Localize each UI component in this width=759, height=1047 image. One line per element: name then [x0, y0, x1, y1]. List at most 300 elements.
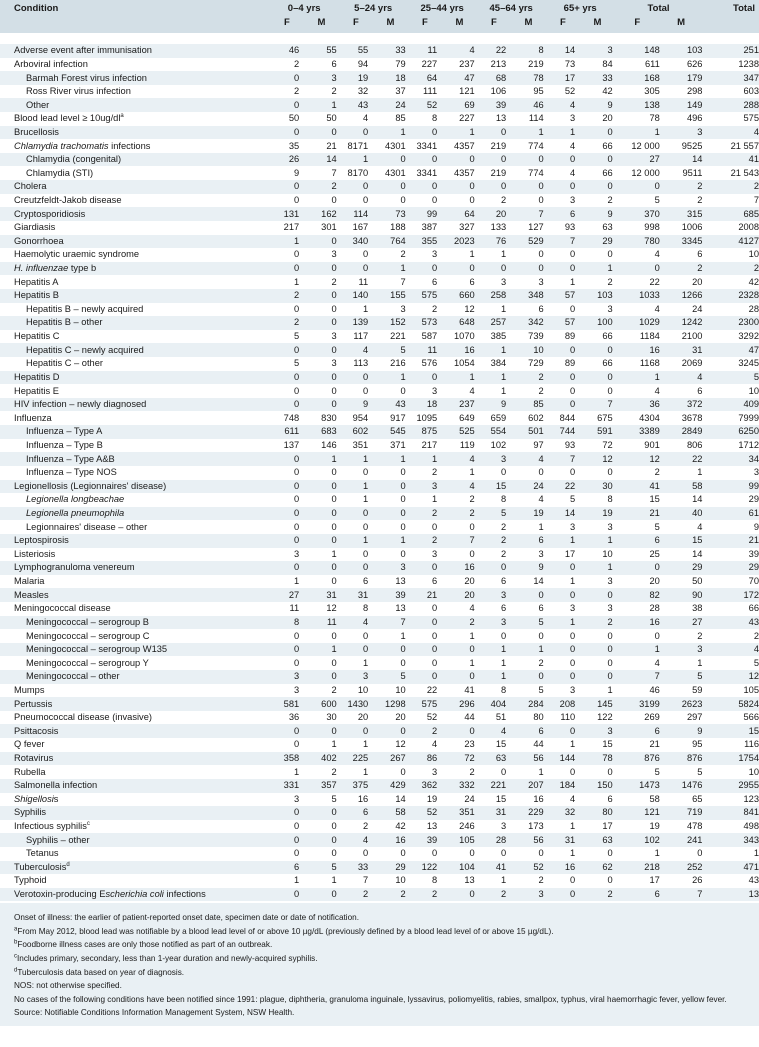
header-age-65-plus: 65+ yrs: [546, 0, 615, 17]
cell-value: 30: [580, 480, 614, 494]
cell-value: 78: [511, 71, 546, 85]
cell-value: 14: [546, 44, 580, 58]
cell-value: 0: [270, 126, 304, 140]
header-total: Total: [702, 0, 759, 17]
cell-value: 0: [363, 548, 369, 559]
cell-value: 3: [753, 467, 759, 478]
cell-value: 600: [304, 697, 339, 711]
cell-value: 4: [339, 343, 373, 357]
condition-name: Leptospirosis: [0, 534, 270, 548]
footnote-mark: a: [14, 926, 18, 933]
cell-value: 1070: [454, 331, 475, 342]
cell-value: 39: [477, 98, 511, 112]
cell-value: 43: [339, 98, 373, 112]
cell-value: 3: [331, 358, 337, 369]
condition-name: Legionnaires' disease – other: [26, 521, 148, 532]
cell-value: 774: [528, 140, 544, 151]
cell-value: 1: [339, 153, 373, 167]
cell-value: 18: [373, 71, 408, 85]
cell-value: 4: [469, 385, 475, 396]
footnote-mark: d: [66, 861, 70, 868]
cell-value: 288: [702, 98, 759, 112]
cell-value: 9: [660, 724, 703, 738]
header-sex-m: M: [373, 17, 408, 33]
cell-value: 52: [564, 86, 576, 97]
cell-value: 5: [697, 766, 703, 777]
cell-value: 2: [697, 630, 703, 641]
table-row: [0, 752, 759, 766]
cell-value: 1: [408, 452, 442, 466]
cell-value: 0: [304, 833, 339, 847]
condition-name: Influenza – Type A&B: [0, 452, 270, 466]
cell-value: 15: [702, 724, 759, 738]
cell-value: 0: [373, 480, 408, 494]
header-age-25-44: 25–44 yrs: [408, 0, 477, 17]
cell-value: 2: [501, 548, 507, 559]
cell-value: 327: [459, 222, 475, 233]
cell-value: 90: [660, 588, 703, 602]
cell-value: 2: [580, 888, 614, 902]
table-row: [0, 697, 759, 711]
cell-value: 9511: [682, 167, 703, 178]
cell-value: 47: [442, 71, 477, 85]
header-sex-m: M: [442, 17, 477, 33]
cell-value: 1: [363, 303, 369, 314]
cell-value: 2: [469, 494, 475, 505]
cell-value: 478: [686, 821, 703, 832]
cell-value: 0: [477, 262, 511, 276]
table-row: [0, 507, 759, 521]
cell-value: 573: [408, 316, 442, 330]
cell-value: 3: [373, 561, 408, 575]
table-row: [0, 670, 759, 684]
condition-name: [0, 493, 270, 507]
cell-value: 30: [326, 712, 337, 723]
cell-value: 7: [660, 888, 703, 902]
table-row: [0, 847, 759, 861]
cell-value: 0: [400, 657, 406, 668]
cell-value: 0: [442, 888, 477, 902]
cell-value: 4: [697, 521, 703, 532]
cell-value: 4: [570, 140, 576, 151]
cell-value: 2: [702, 262, 759, 276]
cell-value: 5: [538, 684, 544, 695]
cell-value: 39: [408, 833, 442, 847]
cell-value: 123: [743, 793, 759, 804]
cell-value: 2: [442, 507, 477, 521]
cell-value: 42: [748, 276, 759, 287]
table-row: [0, 330, 759, 344]
cell-value: 0: [363, 385, 369, 396]
condition-name: Measles: [0, 588, 270, 602]
cell-value: 0: [339, 126, 373, 140]
cell-value: 0: [304, 507, 339, 521]
cell-value: 0: [607, 766, 613, 777]
cell-value: 3: [432, 249, 438, 260]
cell-value: 0: [546, 724, 580, 738]
cell-value: 0: [304, 262, 339, 276]
cell-value: 0: [442, 153, 477, 167]
cell-value: 0: [294, 657, 300, 668]
cell-value: 2: [331, 684, 337, 695]
cell-value: 0: [400, 766, 406, 777]
cell-value: 575: [743, 113, 759, 124]
condition-name: Cryptosporidiosis: [0, 207, 270, 221]
cell-value: 1: [615, 371, 660, 385]
cell-value: 371: [390, 439, 406, 450]
header-sex-m: M: [580, 17, 614, 33]
cell-value: 0: [607, 875, 613, 886]
condition-name-text: H. influenzae type b: [14, 263, 97, 274]
cell-value: 6: [432, 276, 438, 287]
cell-value: 227: [459, 113, 475, 124]
cell-value: 1: [270, 235, 304, 249]
cell-value: 99: [702, 480, 759, 494]
cell-value: 6: [270, 861, 304, 875]
cell-value: 17: [546, 71, 580, 85]
cell-value: 0: [580, 643, 614, 657]
cell-value: 50: [692, 576, 703, 587]
cell-value: 21: [649, 739, 660, 750]
cell-value: 2: [432, 467, 438, 478]
cell-value: 351: [352, 439, 369, 450]
cell-value: 2100: [681, 331, 703, 342]
header-sex-m: M: [304, 17, 339, 33]
cell-value: 2: [408, 888, 442, 902]
table-row: [0, 480, 759, 494]
cell-value: 305: [644, 86, 660, 97]
cell-value: 73: [373, 207, 408, 221]
cell-value: 6: [607, 793, 613, 804]
cell-value: 269: [644, 712, 660, 723]
cell-value: 3: [477, 588, 511, 602]
cell-value: 20: [464, 576, 475, 587]
cell-value: 14: [546, 507, 580, 521]
cell-value: 8170: [347, 167, 369, 178]
cell-value: 1: [331, 875, 337, 886]
cell-value: 58: [373, 806, 408, 820]
header-age-5-24: 5–24 yrs: [339, 0, 408, 17]
cell-value: 0: [615, 561, 660, 575]
cell-value: 33: [373, 44, 408, 58]
cell-value: 2: [408, 507, 442, 521]
cell-value: 3389: [615, 425, 660, 439]
cell-value: 0: [304, 371, 339, 385]
footnote-mark: b: [14, 939, 18, 946]
table-body: [0, 44, 759, 901]
cell-value: 602: [339, 425, 373, 439]
cell-value: 246: [459, 821, 475, 832]
cell-value: 0: [294, 494, 300, 505]
cell-value: 79: [395, 58, 406, 69]
cell-value: 1: [477, 371, 511, 385]
cell-value: 217: [421, 439, 438, 450]
cell-value: 0: [546, 561, 580, 575]
cell-value: 13: [702, 888, 759, 902]
cell-value: 6: [469, 276, 475, 287]
condition-name: Hepatitis C: [14, 331, 60, 342]
condition-name: Hepatitis B – other: [0, 316, 270, 330]
cell-value: 1754: [702, 752, 759, 766]
cell-value: 1: [339, 534, 373, 548]
cell-value: 1: [442, 126, 477, 140]
cell-value: 150: [580, 779, 614, 793]
cell-value: 351: [442, 806, 477, 820]
table-row: [0, 85, 759, 99]
cell-value: 66: [602, 140, 613, 151]
cell-value: 1: [331, 739, 337, 750]
cell-value: 114: [528, 113, 544, 124]
cell-value: 4: [570, 793, 576, 804]
cell-value: 0: [432, 630, 438, 641]
cell-value: 1033: [615, 289, 660, 303]
cell-value: 63: [477, 752, 511, 766]
cell-value: 1: [363, 494, 369, 505]
cell-value: 121: [615, 806, 660, 820]
cell-value: 611: [644, 58, 660, 69]
cell-value: 372: [660, 398, 703, 412]
table-row: [0, 561, 759, 575]
cell-value: 29: [748, 494, 759, 505]
cell-value: 0: [408, 262, 442, 276]
cell-value: 37: [395, 86, 406, 97]
condition-name-text: Legionella longbeachae: [26, 494, 125, 505]
cell-value: 0: [469, 548, 475, 559]
cell-value: 0: [408, 616, 442, 630]
cell-value: 38: [692, 603, 703, 614]
cell-value: 20: [477, 207, 511, 221]
table-row: [0, 793, 759, 807]
cell-value: 73: [564, 58, 576, 69]
cell-value: 1: [373, 452, 408, 466]
cell-value: 0: [363, 249, 369, 260]
footnote-mark: d: [14, 966, 18, 973]
cell-value: 12: [580, 452, 614, 466]
cell-value: 46: [649, 684, 660, 695]
cell-value: 52: [426, 712, 438, 723]
cell-value: 591: [580, 425, 614, 439]
cell-value: 1006: [681, 222, 703, 233]
cell-value: 0: [373, 643, 408, 657]
cell-value: 0: [580, 153, 614, 167]
cell-value: 24: [692, 303, 703, 314]
cell-value: 85: [395, 113, 406, 124]
cell-value: 2300: [702, 316, 759, 330]
cell-value: 172: [702, 588, 759, 602]
cell-value: 1: [501, 657, 507, 668]
cell-value: 16: [546, 861, 580, 875]
cell-value: 0: [331, 385, 337, 396]
cell-value: 0: [304, 724, 339, 738]
cell-value: 0: [477, 126, 511, 140]
cell-value: 6: [615, 888, 660, 902]
cell-value: 0: [294, 821, 300, 832]
cell-value: 0: [546, 180, 580, 194]
cell-value: 64: [442, 207, 477, 221]
cell-value: 5: [331, 793, 337, 804]
cell-value: 145: [580, 697, 614, 711]
cell-value: 683: [304, 425, 339, 439]
cell-value: 3: [304, 71, 339, 85]
cell-value: 9: [294, 167, 300, 178]
cell-value: 85: [511, 398, 546, 412]
cell-value: 1: [511, 126, 546, 140]
cell-value: 496: [686, 113, 703, 124]
cell-value: 1: [304, 643, 339, 657]
cell-value: 0: [400, 548, 406, 559]
cell-value: 229: [511, 806, 546, 820]
cell-value: 0: [570, 766, 576, 777]
cell-value: 0: [400, 848, 406, 859]
cell-value: 0: [408, 126, 442, 140]
cell-value: 251: [702, 44, 759, 58]
condition-name: [0, 262, 270, 276]
cell-value: 15: [649, 494, 660, 505]
cell-value: 17: [649, 875, 660, 886]
cell-value: 46: [511, 98, 546, 112]
cell-value: 11: [408, 343, 442, 357]
cell-value: 0: [570, 385, 576, 396]
cell-value: 0: [363, 848, 369, 859]
cell-value: 12: [395, 739, 406, 750]
cell-value: 66: [602, 331, 613, 342]
header-blank: [702, 17, 759, 33]
cell-value: 5: [477, 507, 511, 521]
cell-value: 168: [615, 71, 660, 85]
table-row: [0, 112, 759, 126]
cell-value: 347: [702, 71, 759, 85]
cell-value: 11: [289, 603, 300, 614]
cell-value: 14: [395, 793, 406, 804]
cell-value: 3: [570, 684, 576, 695]
cell-value: 72: [602, 439, 613, 450]
cell-value: 1: [294, 276, 300, 287]
condition-name: Chlamydia (congenital): [0, 153, 270, 167]
cell-value: 20: [602, 113, 613, 124]
cell-value: 35: [288, 140, 300, 151]
cell-value: 3: [331, 331, 337, 342]
cell-value: 19: [339, 71, 373, 85]
condition-name-text: Verotoxin-producing Escherichia coli infections: [14, 889, 206, 900]
cell-value: 12: [615, 452, 660, 466]
table-row: [0, 874, 759, 888]
cell-value: 0: [432, 848, 438, 859]
cell-value: 3: [570, 113, 576, 124]
cell-value: 748: [283, 412, 300, 423]
cell-value: 0: [511, 588, 546, 602]
cell-value: 0: [294, 630, 300, 641]
cell-value: 0: [408, 643, 442, 657]
cell-value: 122: [408, 861, 442, 875]
cell-value: 4127: [702, 235, 759, 249]
cell-value: 0: [294, 467, 300, 478]
cell-value: 4: [538, 494, 544, 505]
cell-value: 3: [660, 643, 703, 657]
footnote-syphilis: $^c$Includes primary, secondary, less than 1-year duration and newly-acquired syphilis.: [14, 953, 318, 964]
cell-value: 4: [442, 480, 477, 494]
condition-name: Brucellosis: [0, 126, 270, 140]
cell-value: 57: [546, 316, 580, 330]
cell-value: 27: [660, 616, 703, 630]
condition-name: Hepatitis C – newly acquired: [0, 343, 270, 357]
cell-value: 0: [511, 180, 546, 194]
cell-value: 0: [339, 262, 373, 276]
cell-value: 19: [426, 793, 438, 804]
cell-value: 78: [580, 752, 614, 766]
cell-value: 1: [363, 766, 369, 777]
cell-value: 6: [697, 385, 703, 396]
cell-value: 10: [395, 684, 406, 695]
cell-value: 603: [743, 86, 759, 97]
cell-value: 0: [538, 630, 544, 641]
cell-value: 3: [432, 385, 438, 396]
cell-value: 5: [654, 195, 660, 205]
cell-value: 2: [607, 276, 613, 287]
cell-value: 0: [469, 195, 475, 205]
cell-value: 72: [442, 752, 477, 766]
cell-value: 121: [459, 86, 475, 97]
cell-value: 4: [702, 126, 759, 140]
cell-value: 739: [528, 331, 544, 342]
condition-name-text: Legionella pneumophila: [26, 508, 125, 519]
cell-value: 0: [331, 521, 337, 532]
cell-value: 1: [477, 670, 511, 684]
cell-value: 0: [363, 521, 369, 532]
cell-value: 0: [270, 724, 304, 738]
cell-value: 51: [495, 712, 507, 723]
table-row: [0, 616, 759, 630]
condition-name: Hepatitis C – other: [26, 358, 103, 369]
cell-value: 42: [602, 86, 613, 97]
cell-value: 315: [660, 207, 703, 221]
cell-value: 149: [660, 98, 703, 112]
cell-value: 70: [748, 576, 759, 587]
cell-value: 0: [294, 249, 300, 260]
cell-value: 0: [331, 303, 337, 314]
condition-name: Cholera: [0, 180, 270, 194]
condition-name: Q fever: [14, 739, 45, 750]
cell-value: 525: [442, 425, 477, 439]
cell-value: 12 000: [631, 140, 660, 151]
cell-value: 68: [477, 71, 511, 85]
cell-value: 0: [400, 521, 406, 532]
cell-value: 6: [615, 724, 660, 738]
condition-name: Pneumococcal disease (invasive): [14, 712, 152, 723]
condition-name: Syphilis: [0, 806, 270, 820]
condition-name: Infectious syphilis$^c$: [14, 820, 90, 832]
cell-value: 36: [615, 398, 660, 412]
cell-value: 20: [692, 276, 703, 287]
cell-value: 43: [373, 398, 408, 412]
condition-name: [0, 139, 270, 153]
table-row: [0, 289, 759, 303]
cell-value: 575: [408, 697, 442, 711]
cell-value: 95: [533, 86, 544, 97]
cell-value: 28: [748, 303, 759, 314]
cell-value: 5: [660, 670, 703, 684]
table-row: [0, 153, 759, 167]
cell-value: 2: [501, 195, 507, 205]
cell-value: 7: [615, 670, 660, 684]
cell-value: 4: [469, 603, 475, 614]
cell-value: 258: [477, 289, 511, 303]
cell-value: 144: [546, 752, 580, 766]
cell-value: 1: [373, 262, 408, 276]
cell-value: 343: [702, 833, 759, 847]
cell-value: 1: [339, 480, 373, 494]
condition-name: Syphilis – other: [0, 833, 270, 847]
table-row: [0, 588, 759, 602]
